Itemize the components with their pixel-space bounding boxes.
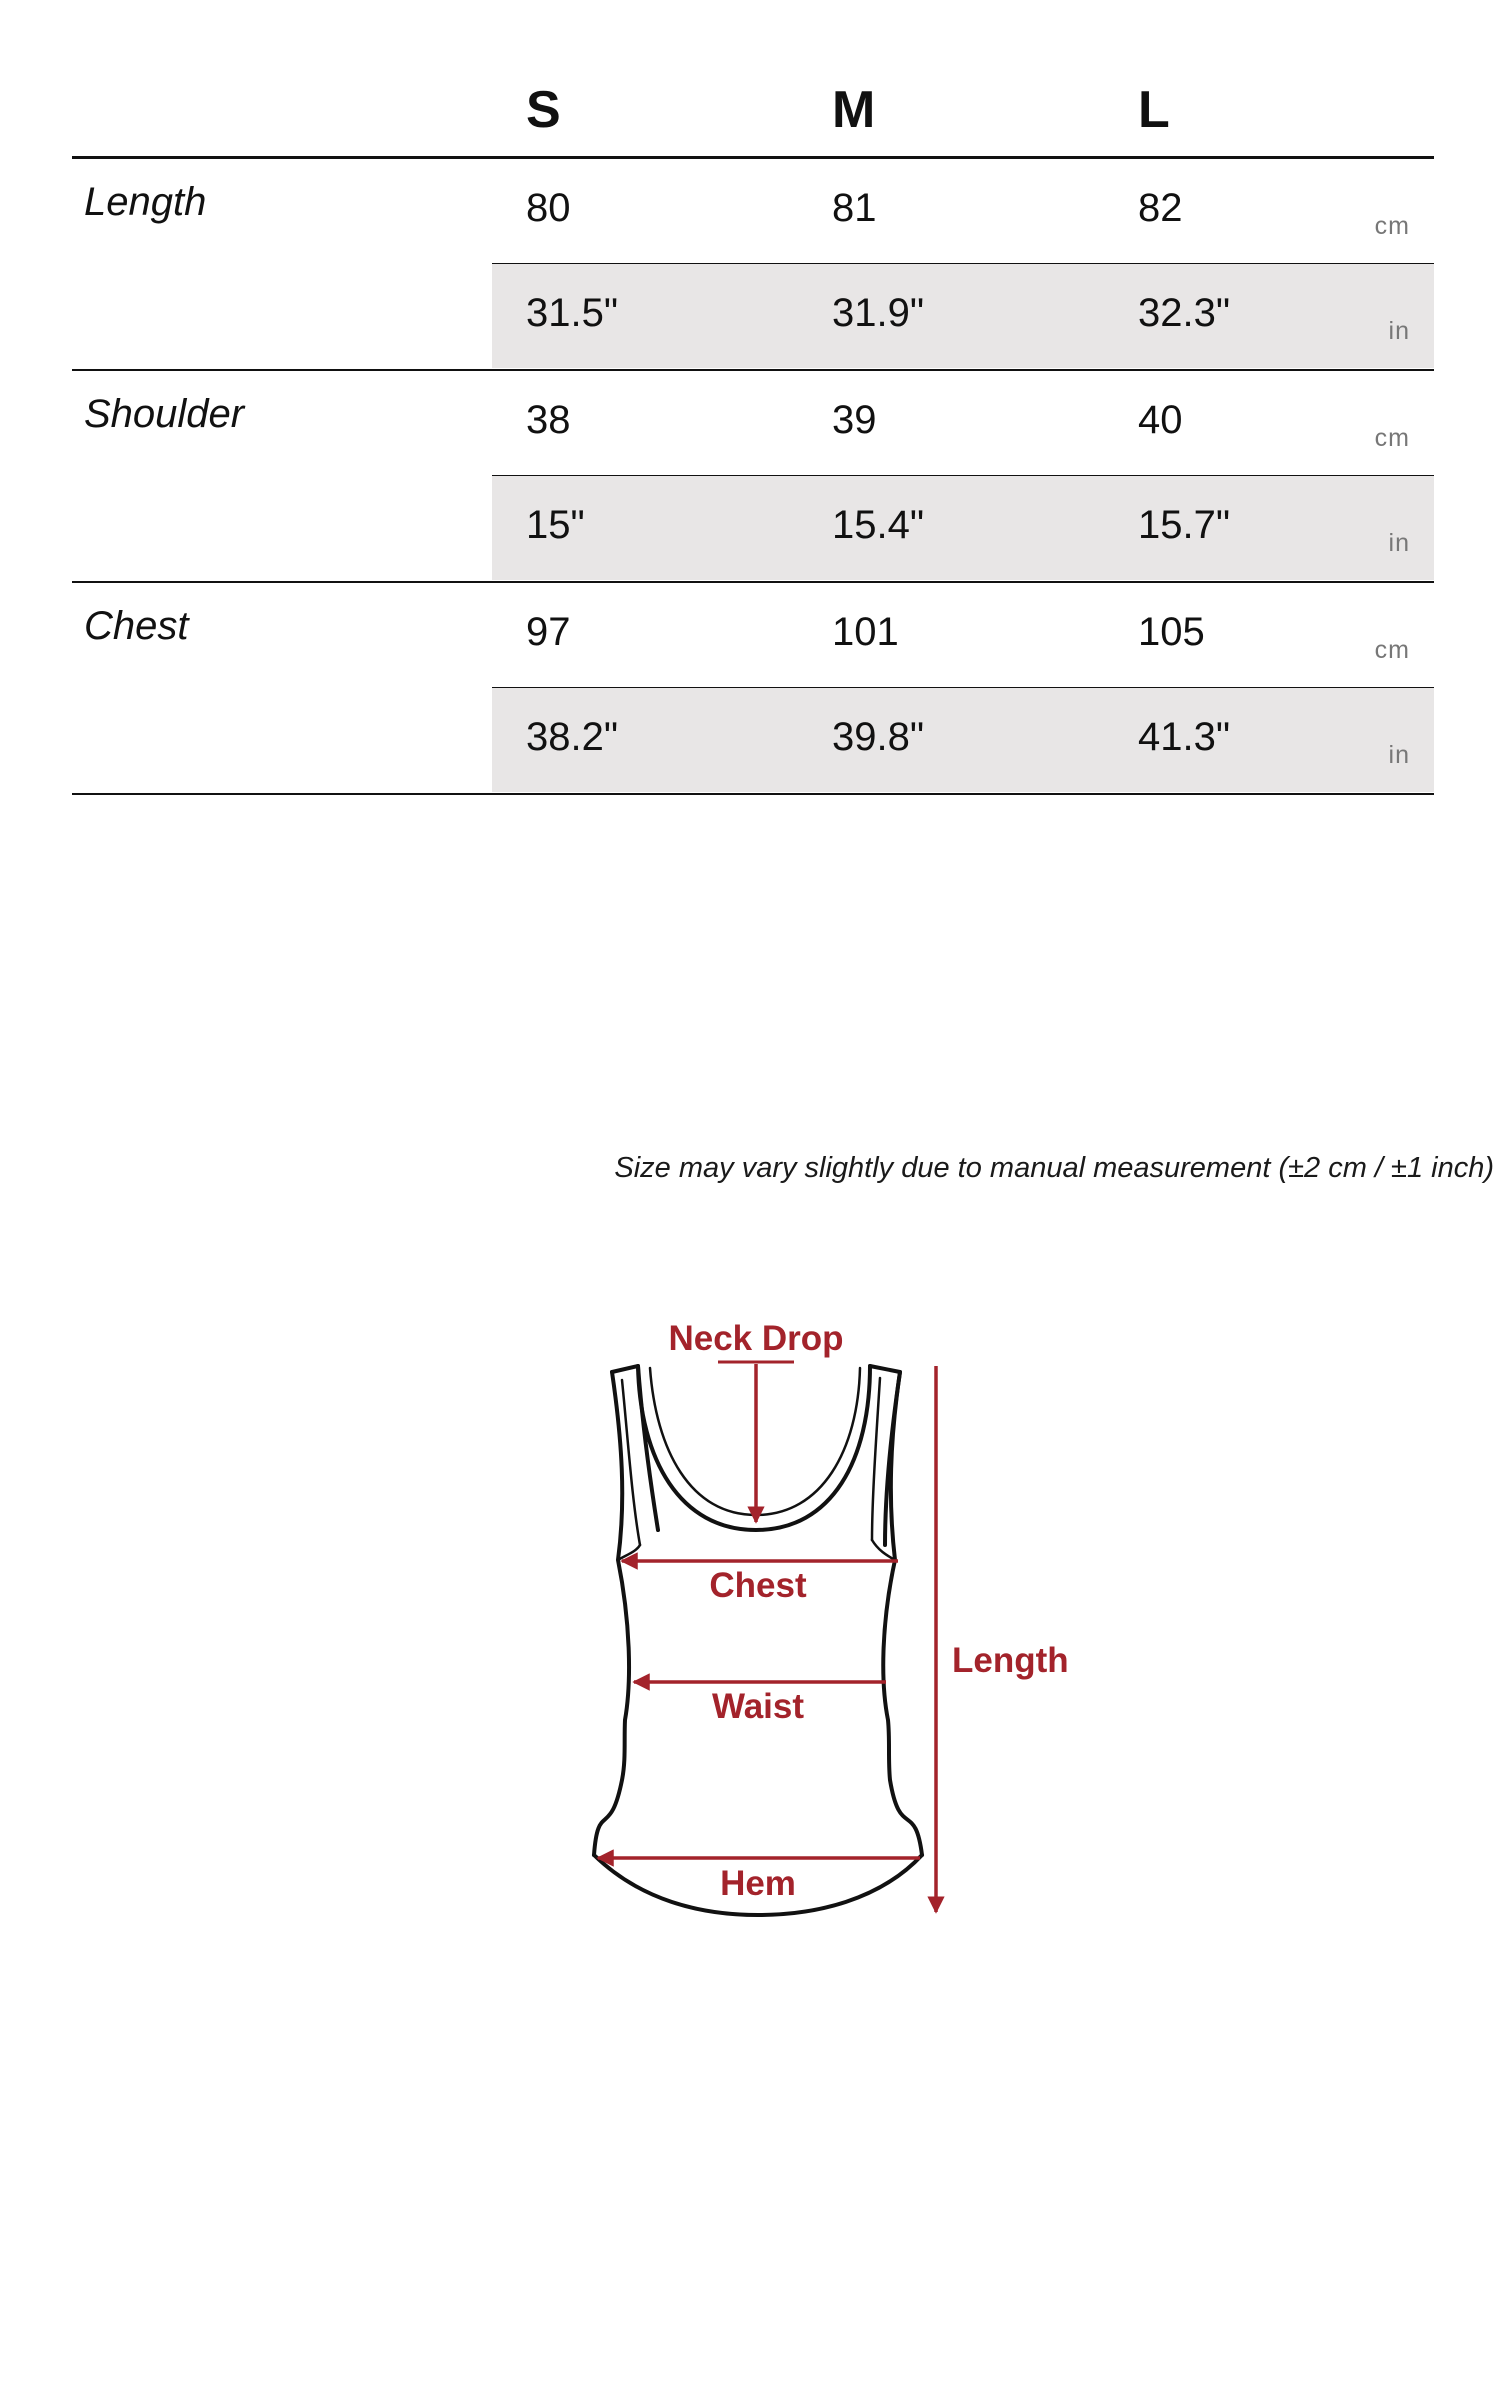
unit-cm: cm: [1374, 636, 1410, 664]
length-measure: [936, 1366, 1069, 1912]
neck-drop-measure: [668, 1319, 843, 1522]
measurement-label: Chest: [84, 604, 189, 648]
inch-row: [492, 264, 1434, 368]
measurement-label: Length: [84, 180, 207, 224]
cm-value-s: 97: [526, 610, 571, 654]
unit-in: in: [1388, 317, 1410, 345]
measurement-group-chest: [72, 583, 1434, 795]
waist-label: Waist: [711, 1687, 805, 1726]
inch-value-s: 38.2": [526, 715, 619, 759]
measurement-label: Shoulder: [84, 392, 245, 436]
inch-value-s: 31.5": [526, 291, 619, 335]
inch-value-s: 15": [526, 503, 585, 547]
inch-row: [492, 688, 1434, 792]
cm-row: [492, 371, 1434, 477]
inch-value-m: 15.4": [832, 503, 925, 547]
cm-value-l: 82: [1138, 186, 1183, 230]
cm-row: [492, 583, 1434, 689]
unit-cm: cm: [1374, 424, 1410, 452]
tank-top-outline: [594, 1366, 922, 1915]
cm-value-l: 40: [1138, 398, 1183, 442]
cm-value-s: 38: [526, 398, 571, 442]
inch-value-m: 31.9": [832, 291, 925, 335]
chest-measure: [622, 1561, 898, 1605]
hem-label: Hem: [720, 1864, 796, 1903]
inch-row: [492, 476, 1434, 580]
measurement-group-length: [72, 159, 1434, 371]
size-header-s: S: [526, 81, 561, 139]
unit-in: in: [1388, 741, 1410, 769]
unit-in: in: [1388, 529, 1410, 557]
size-header-row: [72, 70, 1434, 159]
neck-drop-label: Neck Drop: [668, 1319, 844, 1358]
measurement-note: Size may vary slightly due to manual measurement (±2 cm / ±1 inch): [614, 1152, 1494, 1184]
chest-label: Chest: [709, 1566, 807, 1605]
cm-value-m: 39: [832, 398, 877, 442]
inch-value-l: 15.7": [1138, 503, 1231, 547]
size-header-m: M: [832, 81, 876, 139]
cm-value-m: 81: [832, 186, 877, 230]
size-chart-table: [72, 70, 1434, 795]
cm-value-m: 101: [832, 610, 899, 654]
inch-value-m: 39.8": [832, 715, 925, 759]
unit-cm: cm: [1374, 212, 1410, 240]
length-label: Length: [952, 1641, 1069, 1680]
hem-measure: [598, 1858, 920, 1903]
inch-value-l: 41.3": [1138, 715, 1231, 759]
waist-measure: [634, 1682, 886, 1726]
measurement-group-shoulder: [72, 371, 1434, 583]
inch-value-l: 32.3": [1138, 291, 1231, 335]
cm-value-l: 105: [1138, 610, 1205, 654]
size-header-l: L: [1138, 81, 1170, 139]
cm-value-s: 80: [526, 186, 571, 230]
cm-row: [492, 159, 1434, 265]
